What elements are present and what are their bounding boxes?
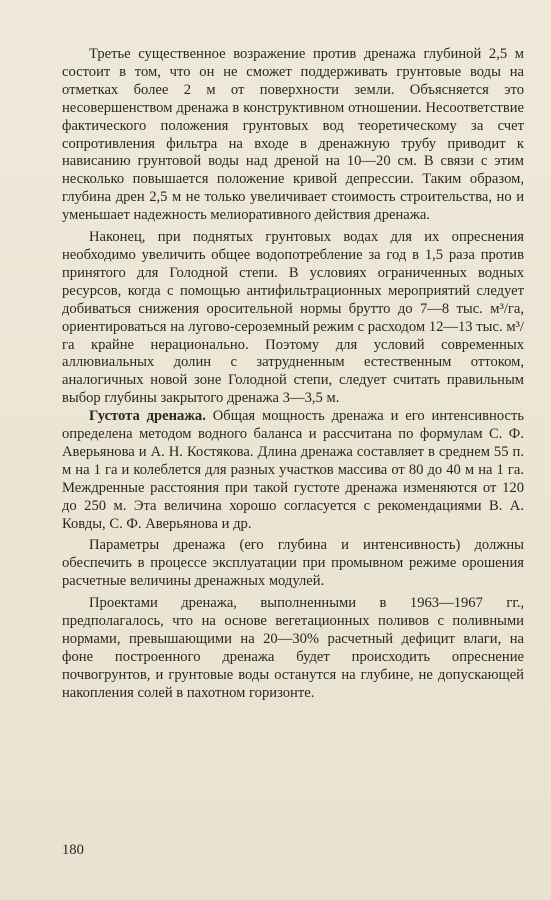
paragraph-4: Параметры дренажа (его глубина и интенсивность) должны обеспечить в процессе эксплуатации при промывном режиме орошения расчетные величины дренажных модулей. xyxy=(62,537,524,590)
paragraph-3 xyxy=(62,408,524,533)
body-text xyxy=(62,46,524,703)
paragraph-5: Проектами дренажа, выполненными в 1963—1967 гг., предполагалось, что на основе вегетационных поливов с поливными нормами, превышающими на 20—30% расчетный дефицит влаги, на фоне построенного дренажа будет происходить опреснение почвогрунтов, и грунтовые воды останутся на глубине, не допускающей накопления солей в пахотном горизонте. xyxy=(62,595,524,701)
section-text: Общая мощность дренажа и его интенсивность определена методом водного баланса и рассчитана по формулам С. Ф. Аверьянова и А. Н. Костякова. Длина дренажа составляет в среднем 55 п. м на 1 га и колеблется для разных участков массива от 80 до 40 м на 1 га. Междренные расстояния при такой густоте дренажа изменяются от 120 до 250 м. Эта величина хорошо согласуется с рекомендациями В. А. Ковды, С. Ф. Аверьянова и др. xyxy=(62,408,524,532)
page-number: 180 xyxy=(62,842,84,858)
paragraph-1: Третье существенное возражение против дренажа глубиной 2,5 м состоит в том, что он не сможет поддерживать грунтовые воды на отметках более 2 м от поверхности земли. Объясняется это несовершенством дренажа в конструктивном отношении. Несоответствие фактического положения грунтовых вод теоретическому за счет сопротивления фильтра на входе в дренажную трубу приводит к нависанию грунтовой воды над дреной на 10—20 см. В связи с этим несколько повышается положение кривой депрессии. Таким образом, глубина дрен 2,5 м не только увеличивает стоимость строительства, но и уменьшает надежность мелиоративного действия дренажа. xyxy=(62,46,524,224)
paragraph-2: Наконец, при поднятых грунтовых водах для их опреснения необходимо увеличить общее водопотребление за год в 1,5 раза против принятого для Голодной степи. В условиях ограниченных водных ресурсов, когда с помощью антифильтрационных мероприятий следует добиваться снижения оросительной нормы брутто до 7—8 тыс. м³/га, ориентироваться на лугово-сероземный режим с расходом 12—13 тыс. м³/га крайне нерационально. Поэтому для условий современных аллювиальных долин с затрудненным естественным оттоком, аналогичных новой зоне Голодной степи, следует считать правильным выбор глубины закрытого дренажа 3—3,5 м. xyxy=(62,229,524,407)
section-heading: Густота дренажа. xyxy=(89,408,206,425)
